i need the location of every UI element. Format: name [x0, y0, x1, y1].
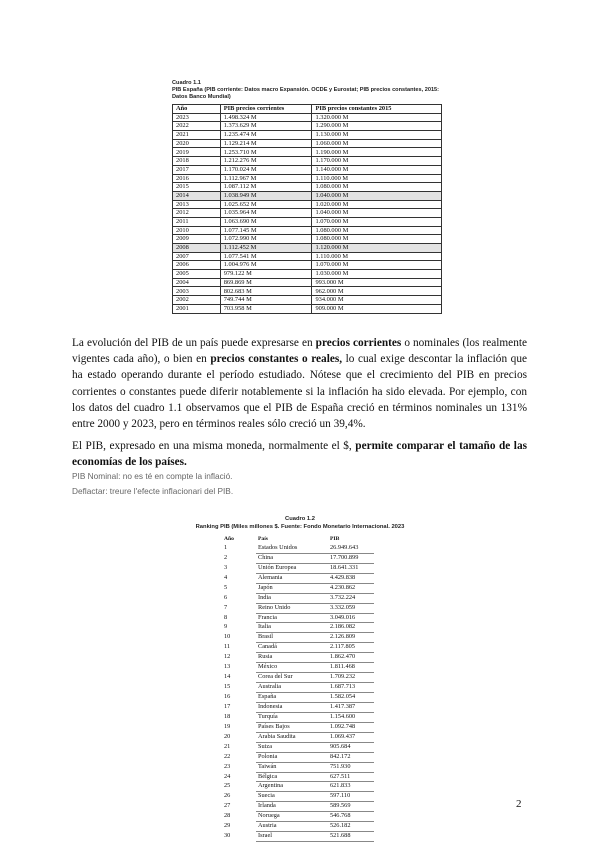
cell-value: 2.186.082 [328, 623, 374, 633]
cell-rank: 22 [224, 752, 231, 760]
table1-caption [172, 80, 442, 101]
cell-current: 1.212.276 M [220, 157, 312, 166]
cell-country: Israel [256, 832, 328, 842]
table-row [222, 653, 374, 663]
cell-year: 2012 [173, 209, 221, 218]
cell-current: 869.869 M [220, 278, 312, 287]
cell-country: Unión Europea [256, 563, 328, 573]
cell-country: Austria [256, 822, 328, 832]
cell-current: 979.122 M [220, 270, 312, 279]
cell-rank: 9 [224, 623, 228, 631]
table-row [222, 722, 374, 732]
cell-country: Bélgica [256, 772, 328, 782]
table-header-row [173, 105, 442, 114]
cell-current: 1.038.949 M [220, 191, 312, 200]
cell-value: 842.172 [328, 752, 374, 762]
cell-rank: 10 [224, 633, 231, 641]
bold-term-current-prices: precios corrientes [315, 337, 402, 349]
table-row [173, 209, 442, 218]
text-span: lo cual exige descontar la inflación que ha estado operando durante el período estudiado. Nótese que el crecimiento del PIB en precios corrientes o constantes puede diferir notablemente si la inflación ha sido elevada. Por ejemplo, con los datos del cuadro 1.1 observamos que el PIB de España creció en términos nominales un 131% entre 2000 y 2023, pero en términos reales sólo creció un 39,4%. [72, 353, 527, 431]
table-row [222, 772, 374, 782]
cell-rank: 12 [224, 653, 231, 661]
cell-current: 1.072.990 M [220, 235, 312, 244]
cell-year: 2006 [173, 261, 221, 270]
cell-current: 1.063.690 M [220, 217, 312, 226]
cell-value: 17.700.899 [328, 553, 374, 563]
cell-constant: 1.040.000 M [312, 209, 442, 218]
handwritten-notes [72, 469, 233, 498]
cell-year: 2019 [173, 148, 221, 157]
cell-year: 2014 [173, 191, 221, 200]
cell-value: 546.768 [328, 812, 374, 822]
cell-country: Brasil [256, 633, 328, 643]
cell-year: 2020 [173, 139, 221, 148]
cell-current: 802.683 M [220, 287, 312, 296]
column-header-constant: PIB precios constantes 2015 [312, 105, 442, 114]
text-span: El PIB, expresado en una misma moneda, normalmente el $, [72, 440, 356, 452]
cell-rank: 20 [224, 732, 231, 740]
cell-country: Suiza [256, 742, 328, 752]
cell-constant: 1.080.000 M [312, 183, 442, 192]
cell-current: 1.077.541 M [220, 252, 312, 261]
cell-rank: 15 [224, 683, 231, 691]
cell-current: 1.112.967 M [220, 174, 312, 183]
cell-value: 526.182 [328, 822, 374, 832]
cell-current: 1.035.964 M [220, 209, 312, 218]
paragraph-gdp-comparison [72, 438, 527, 470]
cell-constant: 909.000 M [312, 304, 442, 313]
cell-country: Noruega [256, 812, 328, 822]
cell-country: Estados Unidos [256, 544, 328, 553]
cell-rank: 14 [224, 673, 231, 681]
table-row [173, 174, 442, 183]
note-line: Deflactar: treure l'efecte inflacionari del PIB. [72, 485, 234, 496]
cell-value: 3.332.059 [328, 603, 374, 613]
table-row [173, 131, 442, 140]
cell-year: 2001 [173, 304, 221, 313]
cell-rank: 28 [224, 812, 231, 820]
table-row [222, 742, 374, 752]
cell-country: Indonesia [256, 702, 328, 712]
cell-current: 1.025.652 M [220, 200, 312, 209]
table-row [173, 226, 442, 235]
table-row [222, 613, 374, 623]
cell-value: 3.049.016 [328, 613, 374, 623]
table-row [222, 633, 374, 643]
table-row [173, 304, 442, 313]
cell-constant: 1.120.000 M [312, 244, 442, 253]
cell-year: 2022 [173, 122, 221, 131]
cell-constant: 1.320.000 M [312, 113, 442, 122]
table-row [222, 623, 374, 633]
cell-value: 597.110 [328, 792, 374, 802]
table-row [173, 157, 442, 166]
cell-value: 4.429.838 [328, 573, 374, 583]
cell-country: Argentina [256, 782, 328, 792]
table-row [173, 200, 442, 209]
cell-current: 1.235.474 M [220, 131, 312, 140]
cell-year: 2021 [173, 131, 221, 140]
cell-current: 1.087.112 M [220, 183, 312, 192]
cell-country: China [256, 553, 328, 563]
cell-current: 1.498.324 M [220, 113, 312, 122]
column-header-country: País [258, 536, 268, 543]
table2-title: Ranking PIB (Miles millones $. Fuente: Fondo Monetario Internacional. 2023 [195, 524, 405, 530]
table2-label: Cuadro 1.2 [285, 516, 315, 522]
table-row [173, 261, 442, 270]
table-row [173, 235, 442, 244]
cell-current: 1.129.214 M [220, 139, 312, 148]
cell-constant: 1.110.000 M [312, 252, 442, 261]
table-row [173, 113, 442, 122]
cell-value: 1.417.387 [328, 702, 374, 712]
cell-country: México [256, 663, 328, 673]
cell-constant: 1.290.000 M [312, 122, 442, 131]
cell-country: Japón [256, 583, 328, 593]
cell-country: Arabia Saudita [256, 732, 328, 742]
cell-rank: 7 [224, 603, 228, 611]
cell-country: Italia [256, 623, 328, 633]
cell-constant: 1.040.000 M [312, 191, 442, 200]
cell-country: Taiwán [256, 762, 328, 772]
cell-value: 521.688 [328, 832, 374, 842]
cell-rank: 8 [224, 613, 228, 621]
table-row [173, 217, 442, 226]
cell-value: 627.511 [328, 772, 374, 782]
cell-country: India [256, 593, 328, 603]
cell-year: 2004 [173, 278, 221, 287]
cell-rank: 18 [224, 712, 231, 720]
table-row [222, 832, 374, 842]
table-row [173, 165, 442, 174]
table-row [173, 139, 442, 148]
cell-constant: 1.130.000 M [312, 131, 442, 140]
cell-rank: 26 [224, 792, 231, 800]
cell-constant: 993.000 M [312, 278, 442, 287]
table-row [173, 191, 442, 200]
table-row [222, 812, 374, 822]
cell-country: Suecia [256, 792, 328, 802]
cell-constant: 1.070.000 M [312, 261, 442, 270]
table-row [222, 563, 374, 573]
cell-rank: 4 [224, 573, 228, 581]
cell-year: 2010 [173, 226, 221, 235]
cell-year: 2009 [173, 235, 221, 244]
cell-value: 2.126.809 [328, 633, 374, 643]
table-row [222, 693, 374, 703]
table-row [222, 702, 374, 712]
cell-current: 749.744 M [220, 296, 312, 305]
cell-country: Rusia [256, 653, 328, 663]
table-row [222, 643, 374, 653]
table-row [222, 593, 374, 603]
cell-value: 1.709.232 [328, 673, 374, 683]
table-row [222, 732, 374, 742]
table-row [222, 782, 374, 792]
cell-value: 1.154.600 [328, 712, 374, 722]
cell-current: 1.253.710 M [220, 148, 312, 157]
cell-rank: 19 [224, 722, 231, 730]
cell-value: 4.230.862 [328, 583, 374, 593]
cell-year: 2015 [173, 183, 221, 192]
table-row [222, 752, 374, 762]
table-row [222, 583, 374, 593]
cell-rank: 13 [224, 663, 231, 671]
cell-constant: 934.000 M [312, 296, 442, 305]
cell-value: 905.684 [328, 742, 374, 752]
cell-year: 2002 [173, 296, 221, 305]
table-row [222, 822, 374, 832]
table-row [222, 802, 374, 812]
cell-value: 1.069.437 [328, 732, 374, 742]
cell-value: 1.687.713 [328, 683, 374, 693]
paragraph-nominal-vs-real [72, 335, 527, 432]
table-header-row [222, 535, 374, 544]
table-row [173, 278, 442, 287]
table-row [222, 673, 374, 683]
cell-constant: 1.080.000 M [312, 226, 442, 235]
cell-constant: 1.170.000 M [312, 157, 442, 166]
cell-rank: 27 [224, 802, 231, 810]
cell-rank: 30 [224, 832, 231, 840]
cell-rank: 3 [224, 563, 228, 571]
cell-year: 2013 [173, 200, 221, 209]
column-header-gdp: PIB [330, 536, 340, 543]
table-row [222, 712, 374, 722]
cell-current: 1.004.976 M [220, 261, 312, 270]
cell-year: 2007 [173, 252, 221, 261]
cell-value: 1.582.054 [328, 693, 374, 703]
table-row [173, 183, 442, 192]
cell-value: 1.811.468 [328, 663, 374, 673]
page-number: 2 [516, 798, 522, 810]
text-span: La evolución del PIB de un país puede expresarse en [72, 337, 316, 349]
cell-constant: 1.020.000 M [312, 200, 442, 209]
cell-rank: 16 [224, 693, 231, 701]
table-row [222, 603, 374, 613]
text-span: o nominales (los realmente vigentes cada año), o bien en [72, 337, 527, 366]
cell-country: Países Bajos [256, 722, 328, 732]
column-header-current: PIB precios corrientes [220, 105, 312, 114]
table2-caption [160, 515, 440, 531]
cell-current: 1.373.629 M [220, 122, 312, 131]
cell-value: 26.949.643 [328, 544, 374, 553]
cell-year: 2011 [173, 217, 221, 226]
column-header-year: Año [173, 105, 221, 114]
table1-title: PIB España (PIB corriente: Datos macro Expansión. OCDE y Eurostat; PIB precios constantes, 2015: Datos Banco Mundial) [172, 87, 440, 100]
cell-constant: 1.030.000 M [312, 270, 442, 279]
cell-rank: 23 [224, 762, 231, 770]
table-row [173, 252, 442, 261]
cell-country: Polonia [256, 752, 328, 762]
gdp-spain-table [172, 104, 442, 314]
cell-year: 2017 [173, 165, 221, 174]
cell-rank: 2 [224, 553, 228, 561]
cell-current: 1.112.452 M [220, 244, 312, 253]
cell-rank: 17 [224, 702, 231, 710]
cell-current: 703.958 M [220, 304, 312, 313]
cell-rank: 24 [224, 772, 231, 780]
column-header-rank: Año [224, 536, 234, 543]
cell-value: 1.092.748 [328, 722, 374, 732]
cell-value: 18.641.331 [328, 563, 374, 573]
cell-constant: 1.080.000 M [312, 235, 442, 244]
table-row [173, 148, 442, 157]
bold-statement: permite comparar el tamaño de las economías de los países. [72, 440, 527, 469]
cell-country: Corea del Sur [256, 673, 328, 683]
table-row [173, 287, 442, 296]
table-row [222, 573, 374, 583]
cell-value: 2.117.805 [328, 643, 374, 653]
cell-value: 589.569 [328, 802, 374, 812]
table-row [222, 762, 374, 772]
cell-value: 621.833 [328, 782, 374, 792]
cell-constant: 1.110.000 M [312, 174, 442, 183]
table-row [173, 296, 442, 305]
cell-value: 1.862.470 [328, 653, 374, 663]
cell-country: Reino Unido [256, 603, 328, 613]
cell-constant: 962.000 M [312, 287, 442, 296]
cell-year: 2016 [173, 174, 221, 183]
table-row [222, 553, 374, 563]
bold-term-constant-prices: precios constantes o reales, [210, 353, 343, 366]
cell-value: 751.930 [328, 762, 374, 772]
cell-country: Canadá [256, 643, 328, 653]
cell-country: Irlanda [256, 802, 328, 812]
cell-rank: 1 [224, 544, 228, 552]
cell-year: 2008 [173, 244, 221, 253]
cell-rank: 11 [224, 643, 231, 651]
table-row [173, 122, 442, 131]
cell-rank: 6 [224, 593, 228, 601]
table-row [222, 663, 374, 673]
cell-current: 1.077.145 M [220, 226, 312, 235]
cell-country: Francia [256, 613, 328, 623]
note-line: PIB Nominal: no es té en compte la inflació. [72, 471, 233, 481]
gdp-ranking-table [222, 535, 374, 842]
table-row [222, 683, 374, 693]
cell-current: 1.170.024 M [220, 165, 312, 174]
cell-rank: 5 [224, 583, 228, 591]
cell-constant: 1.190.000 M [312, 148, 442, 157]
cell-constant: 1.140.000 M [312, 165, 442, 174]
table-row [222, 544, 374, 553]
cell-country: Alemania [256, 573, 328, 583]
table-row [173, 270, 442, 279]
cell-country: Turquía [256, 712, 328, 722]
cell-year: 2018 [173, 157, 221, 166]
cell-rank: 25 [224, 782, 231, 790]
cell-year: 2005 [173, 270, 221, 279]
cell-country: España [256, 693, 328, 703]
cell-rank: 29 [224, 822, 231, 830]
table-row [222, 792, 374, 802]
cell-year: 2023 [173, 113, 221, 122]
cell-constant: 1.060.000 M [312, 139, 442, 148]
cell-rank: 21 [224, 742, 231, 750]
cell-constant: 1.070.000 M [312, 217, 442, 226]
table-row [173, 244, 442, 253]
table1-label: Cuadro 1.1 [172, 80, 201, 86]
cell-value: 3.732.224 [328, 593, 374, 603]
cell-year: 2003 [173, 287, 221, 296]
cell-country: Australia [256, 683, 328, 693]
